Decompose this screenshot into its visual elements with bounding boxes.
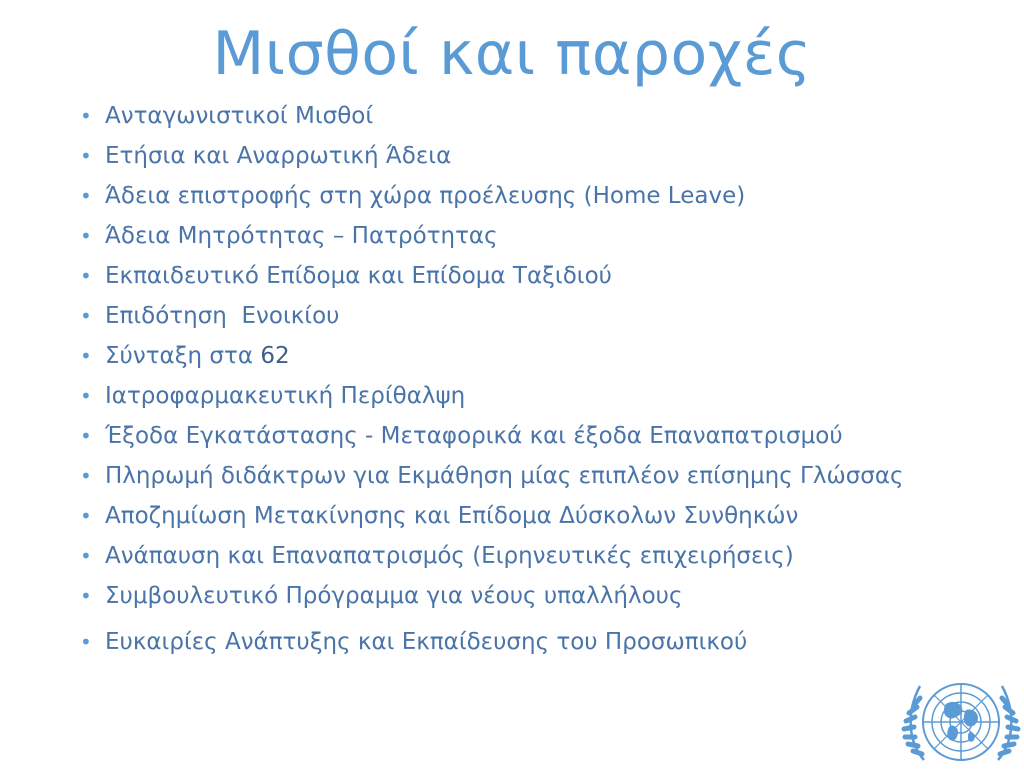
benefits-list (78, 98, 938, 664)
list-item (78, 138, 938, 174)
list-item-text: Συμβουλευτικό Πρόγραμμα για νέους υπαλλήλους (105, 583, 683, 609)
list-item-text: Ιατροφαρμακευτική Περίθαλψη (105, 383, 466, 409)
list-item-text: Αποζημίωση Μετακίνησης και Επίδομα Δύσκολων Συνθηκών (105, 503, 799, 529)
un-emblem-icon (900, 664, 1022, 768)
list-item (78, 578, 938, 614)
list-item-text: Ανταγωνιστικοί Μισθοί (105, 103, 374, 129)
list-item-text: Πληρωμή διδάκτρων για Εκμάθηση μίας επιπλέον επίσημης Γλώσσας (105, 463, 904, 489)
list-item (78, 498, 938, 534)
list-item-text: Επιδότηση Ενοικίου (105, 303, 340, 329)
list-item-text: Έξοδα Εγκατάστασης - Μεταφορικά και έξοδα Επαναπατρισμού (105, 423, 843, 449)
list-item (78, 218, 938, 254)
list-item-text: Σύνταξη στα (105, 343, 261, 369)
list-item (78, 624, 938, 660)
list-item (78, 418, 938, 454)
list-item-text: Άδεια Μητρότητας – Πατρότητας (105, 223, 498, 249)
list-item (78, 458, 938, 494)
list-item-text: Ετήσια και Αναρρωτική Άδεια (105, 143, 452, 169)
list-item (78, 338, 938, 374)
list-item-text: Ανάπαυση και Επαναπατρισμός (Ειρηνευτικές επιχειρήσεις) (105, 543, 794, 569)
list-item-text: Ευκαιρίες Ανάπτυξης και Εκπαίδευσης του Προσωπικού (105, 629, 748, 655)
list-item (78, 178, 938, 214)
list-item (78, 378, 938, 414)
slide-title: Μισθοί και παροχές (212, 19, 812, 89)
list-item (78, 258, 938, 294)
list-item-text: Εκπαιδευτικό Επίδομα και Επίδομα Ταξιδιού (105, 263, 612, 289)
list-item-text: Άδεια επιστροφής στη χώρα προέλευσης (Home Leave) (105, 183, 746, 209)
list-item (78, 98, 938, 134)
list-item (78, 538, 938, 574)
retirement-age: 62 (260, 343, 290, 369)
list-item (78, 298, 938, 334)
